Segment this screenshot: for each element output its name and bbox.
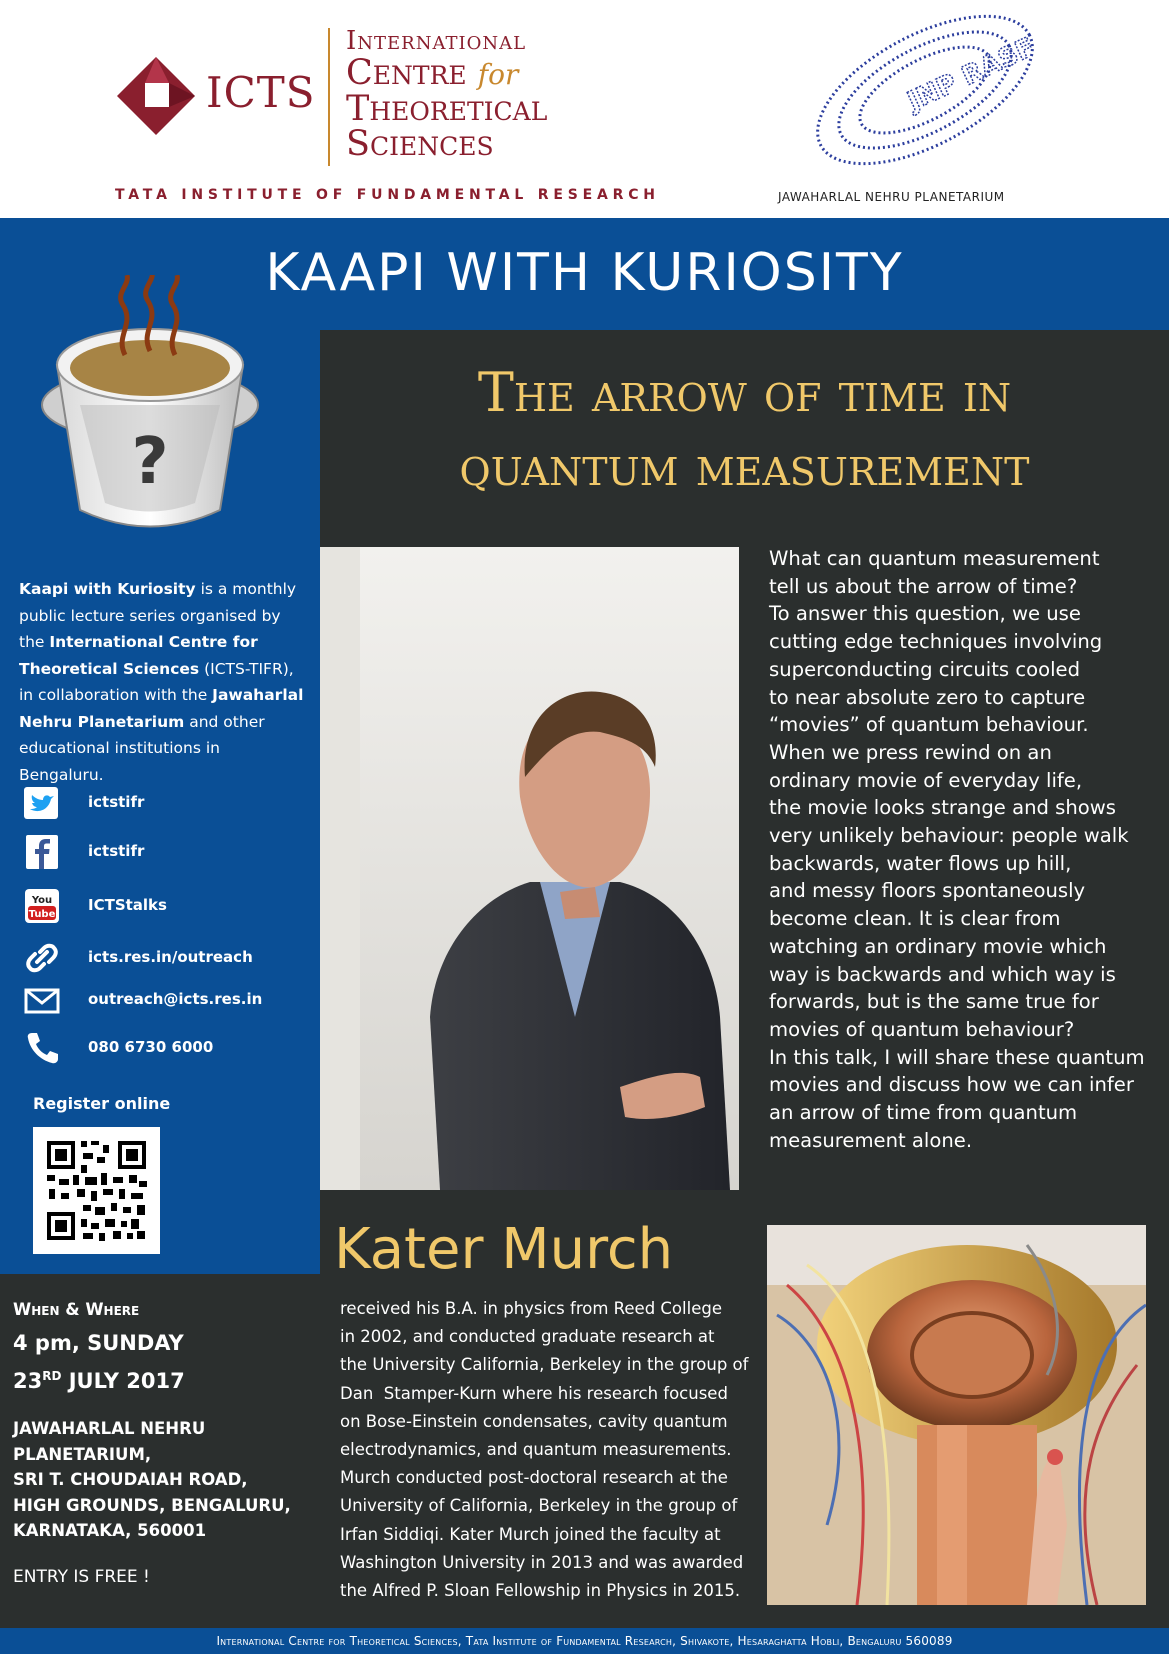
abstract-line: ordinary movie of everyday life,: [769, 768, 1083, 792]
contact-phone[interactable]: [22, 1030, 312, 1066]
about-text-3: and other educational institutions in Bengaluru.: [19, 712, 265, 784]
venue-address: [13, 1416, 318, 1544]
speaker-name: Kater Murch: [334, 1217, 674, 1282]
talk-title: [320, 356, 1169, 504]
jnp-name-bold: Jawaharlal Nehru Planetarium: [19, 686, 304, 731]
abstract-line: measurement alone.: [769, 1128, 973, 1152]
venue-line: PLANETARIUM,: [13, 1444, 152, 1464]
speaker-bio: [340, 1295, 750, 1605]
about-text-1: is a monthly public lecture series organised by the: [19, 580, 297, 651]
cup-question-mark: ?: [131, 425, 169, 499]
qr-code-icon[interactable]: [33, 1127, 160, 1254]
event-date: [13, 1360, 185, 1398]
venue-line: KARNATAKA, 560001: [13, 1521, 207, 1540]
about-text-2: (ICTS-TIFR), in collaboration with the: [19, 659, 294, 704]
youtube-channel: ICTStalks: [88, 896, 167, 914]
abstract-line: an arrow of time from quantum: [769, 1101, 1078, 1125]
icts-abbr: ICTS: [206, 68, 316, 117]
icts-name-line3: Theoretical: [346, 89, 548, 129]
event-month-year: JULY 2017: [61, 1369, 185, 1393]
talk-title-line2: quantum measurement: [459, 435, 1030, 498]
bio-line: in 2002, and conducted graduate research at: [340, 1327, 715, 1347]
series-description: [19, 576, 309, 788]
abstract-line: When we press rewind on an: [769, 740, 1052, 764]
contact-facebook[interactable]: [22, 834, 312, 870]
icts-full-name: [346, 26, 547, 162]
icts-name-line2: [346, 53, 547, 93]
entry-info: ENTRY IS FREE !: [13, 1567, 150, 1587]
speaker-photo: [320, 547, 739, 1190]
icts-name-line1: International: [346, 26, 527, 56]
bio-line: University of California, Berkeley in the group of: [340, 1496, 738, 1516]
header: [0, 0, 1169, 218]
abstract-line: In this talk, I will share these quantum: [769, 1045, 1145, 1069]
talk-abstract: [769, 545, 1154, 1154]
contact-email[interactable]: [22, 982, 312, 1018]
register-label: Register online: [33, 1094, 171, 1113]
venue-line: HIGH GROUNDS, BENGALURU,: [13, 1495, 291, 1515]
bio-line: Irfan Siddiqi. Kater Murch joined the faculty at: [340, 1524, 721, 1544]
abstract-line: watching an ordinary movie which: [769, 934, 1107, 958]
youtube-icon: [22, 888, 62, 924]
mail-icon: [22, 982, 62, 1018]
icts-logo-icon: [115, 55, 197, 137]
jnp-logo-icon: [790, 0, 1055, 190]
bio-line: Dan Stamper-Kurn where his research focused: [340, 1383, 728, 1403]
contact-twitter[interactable]: [22, 785, 312, 821]
bio-line: electrodynamics, and quantum measurements.: [340, 1440, 732, 1460]
icts-name-centre: Centre: [346, 53, 467, 93]
event-day: 23: [13, 1369, 43, 1393]
abstract-line: tell us about the arrow of time?: [769, 574, 1078, 598]
bio-line: the Alfred P. Sloan Fellowship in Physics in 2015.: [340, 1581, 741, 1601]
bio-line: received his B.A. in physics from Reed College: [340, 1299, 722, 1318]
abstract-line: backwards, water flows up hill,: [769, 851, 1072, 875]
contact-youtube[interactable]: [22, 888, 312, 924]
series-title: KAAPI WITH KURIOSITY: [265, 243, 904, 303]
abstract-line: superconducting circuits cooled: [769, 657, 1081, 681]
bio-line: Washington University in 2013 and was awarded: [340, 1552, 744, 1572]
jnp-caption: JAWAHARLAL NEHRU PLANETARIUM: [778, 190, 1005, 204]
event-day-suffix: RD: [42, 1369, 62, 1383]
series-name-bold: Kaapi with Kuriosity: [19, 580, 196, 598]
abstract-line: and messy floors spontaneously: [769, 879, 1086, 903]
event-datetime: [13, 1327, 185, 1398]
icts-name-for: for: [477, 58, 519, 91]
contact-website[interactable]: [22, 940, 312, 976]
youtube-icon-text-2: Tube: [28, 909, 56, 920]
abstract-line: movies and discuss how we can infer: [769, 1073, 1134, 1097]
abstract-line: To answer this question, we use: [769, 602, 1081, 626]
abstract-line: movies of quantum behaviour?: [769, 1017, 1075, 1041]
footer-address: International Centre for Theoretical Sciences, Tata Institute of Fundamental Research, Shivakote, Hesaraghatta Hobli, Bengaluru 560089: [0, 1628, 1169, 1654]
youtube-icon-text-1: You: [31, 895, 53, 906]
bio-line: the University California, Berkeley in the group of: [340, 1355, 749, 1375]
venue-line: SRI T. CHOUDAIAH ROAD,: [13, 1470, 248, 1489]
email-address: outreach@icts.res.in: [88, 990, 263, 1008]
bio-line: on Bose-Einstein condensates, cavity quantum: [340, 1411, 728, 1431]
twitter-handle: ictstifr: [88, 793, 145, 811]
abstract-line: to near absolute zero to capture: [769, 685, 1086, 709]
talk-title-line1: The arrow of time in: [477, 361, 1012, 424]
facebook-icon: [22, 834, 62, 870]
lab-apparatus-photo: [767, 1225, 1146, 1605]
icts-name-bold: International Centre for Theoretical Sciences: [19, 633, 258, 678]
abstract-line: What can quantum measurement: [769, 547, 1100, 570]
jnp-logo-text: JNP RASF: [903, 32, 1040, 117]
abstract-line: cutting edge techniques involving: [769, 630, 1103, 654]
facebook-handle: ictstifr: [88, 842, 145, 860]
coffee-cup-icon: [35, 275, 265, 560]
logo-divider: [328, 28, 330, 166]
bio-line: Murch conducted post-doctoral research at the: [340, 1468, 728, 1488]
venue-line: JAWAHARLAL NEHRU: [13, 1419, 206, 1438]
abstract-line: way is backwards and which way is: [769, 962, 1116, 986]
tifr-label: TATA INSTITUTE OF FUNDAMENTAL RESEARCH: [115, 187, 660, 203]
abstract-line: become clean. It is clear from: [769, 907, 1061, 931]
event-time: 4 pm, SUNDAY: [13, 1331, 184, 1355]
phone-number: 080 6730 6000: [88, 1038, 214, 1056]
twitter-icon: [22, 785, 62, 821]
phone-icon: [22, 1030, 62, 1066]
icts-name-line4: Sciences: [346, 124, 494, 164]
abstract-line: the movie looks strange and shows: [769, 796, 1117, 820]
when-where-label: When & Where: [13, 1300, 140, 1319]
abstract-line: “movies” of quantum behaviour.: [769, 713, 1089, 737]
website-url: icts.res.in/outreach: [88, 948, 253, 966]
abstract-line: forwards, but is the same true for: [769, 990, 1099, 1014]
link-icon: [22, 940, 62, 976]
abstract-line: very unlikely behaviour: people walk: [769, 824, 1129, 848]
